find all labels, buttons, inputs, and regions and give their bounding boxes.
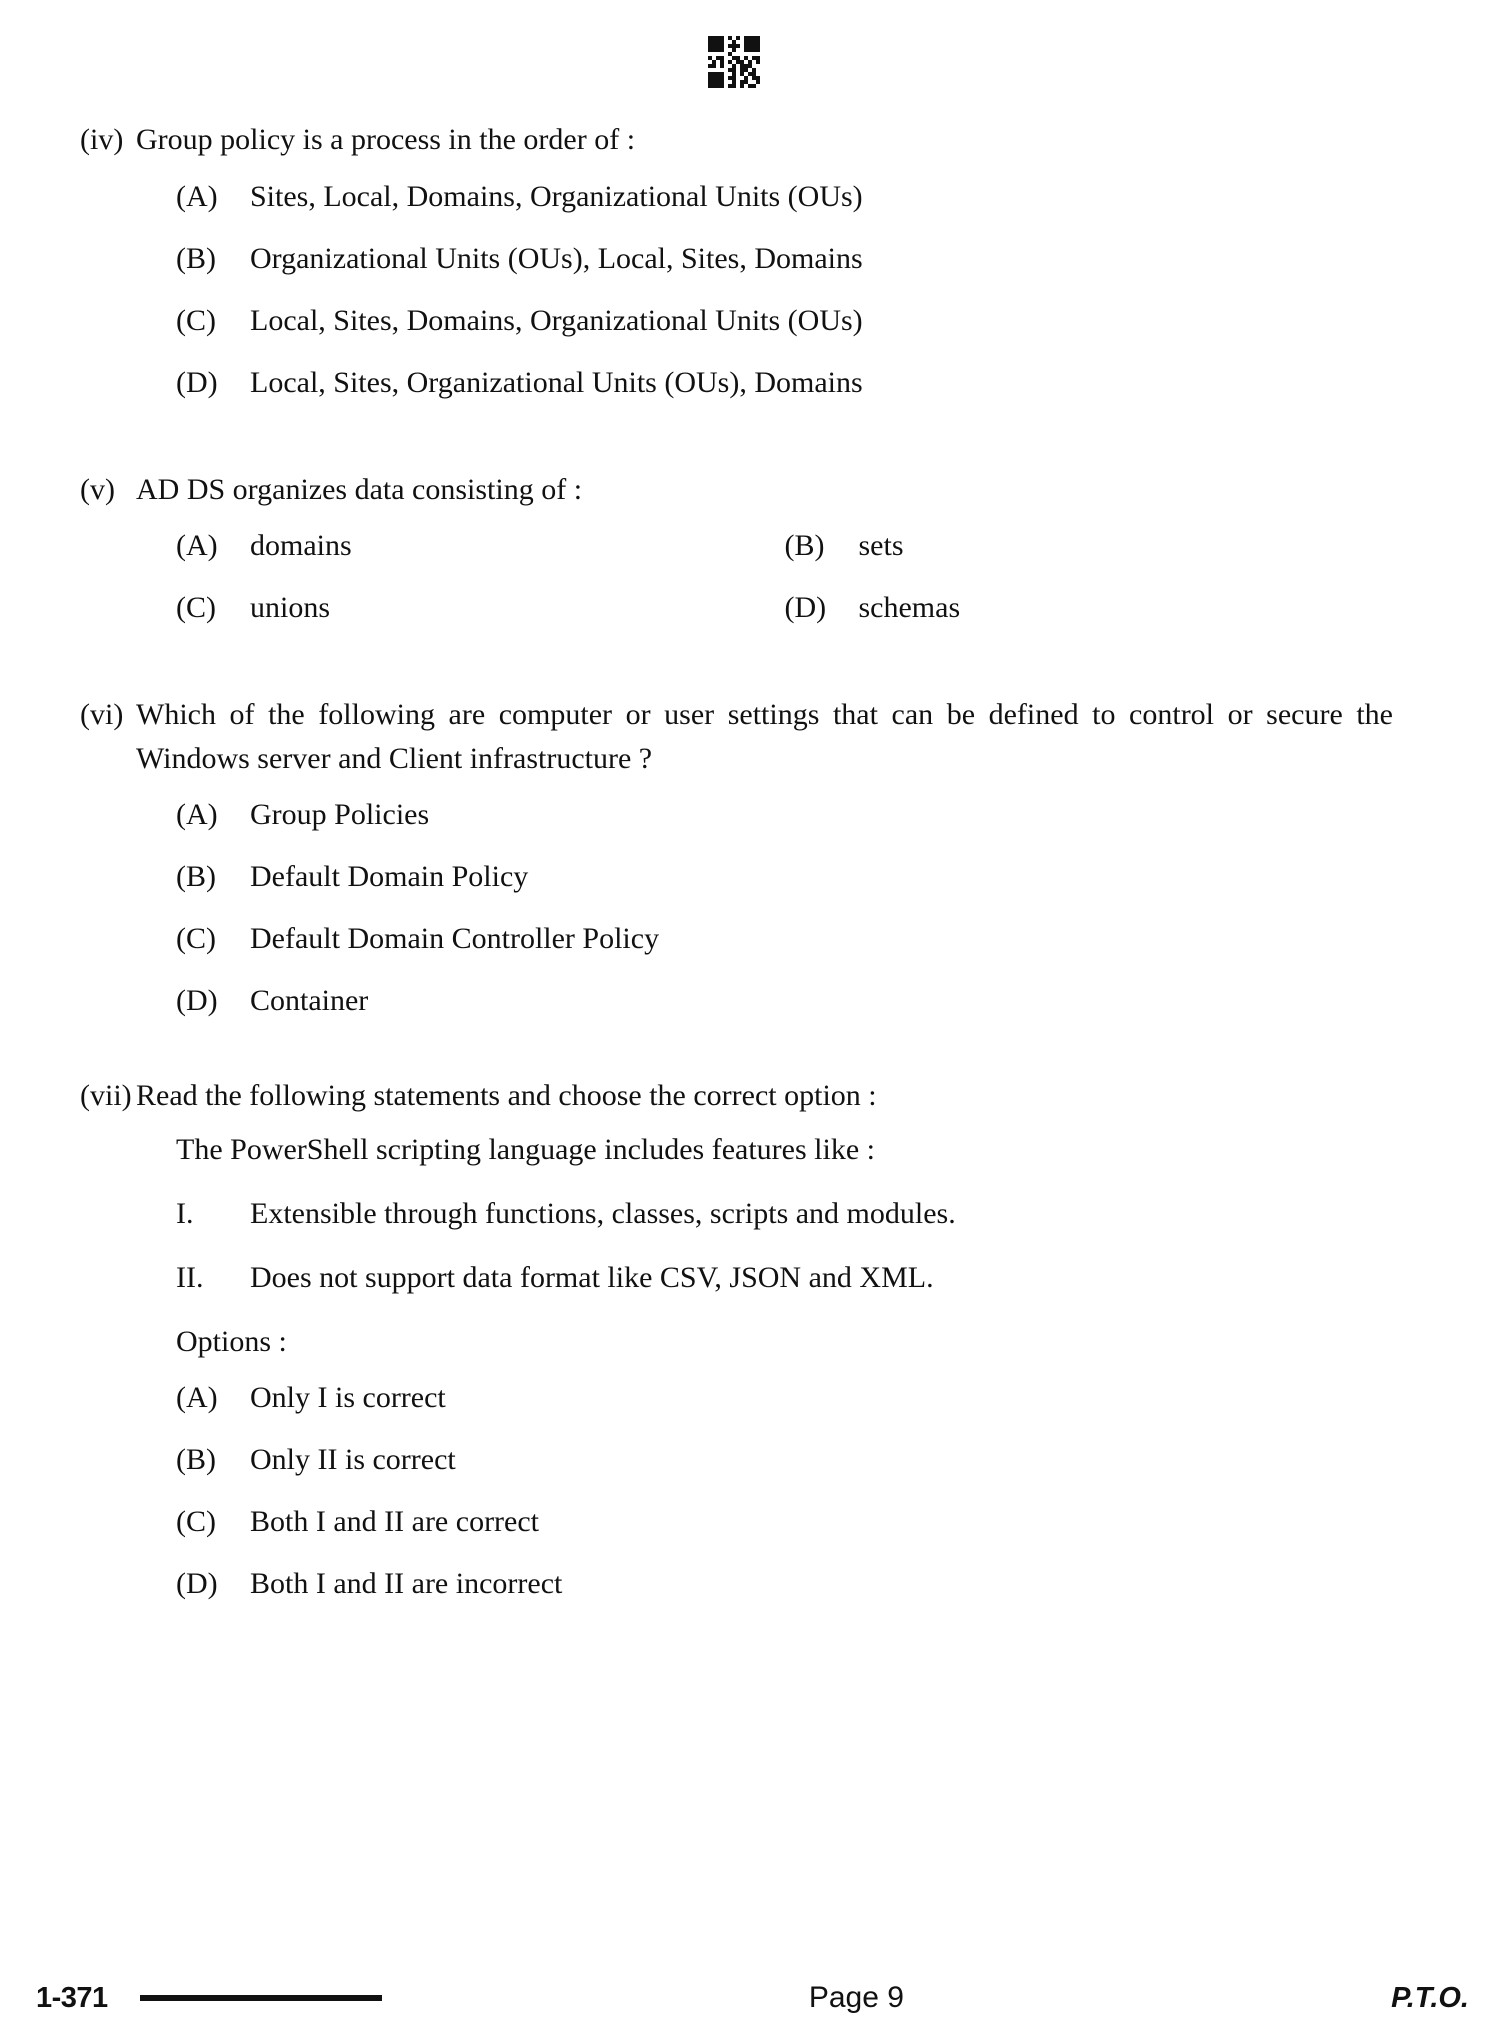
question-v-number: (v) [80, 472, 115, 506]
question-vii-text: Read the following statements and choose the correct option : [136, 1079, 877, 1112]
option-text: Default Domain Policy [250, 860, 529, 893]
footer-page-number: Page 9 [808, 1981, 904, 2014]
question-v-options [40, 525, 1393, 629]
options-caption: Options : [176, 1325, 287, 1358]
statement-row [40, 1257, 1393, 1299]
footer-pto-label: P.T.O. [1391, 1981, 1469, 2014]
question-iv-number: (iv) [80, 123, 124, 156]
option-row[interactable] [785, 587, 1394, 629]
option-text: Only II is correct [250, 1443, 456, 1476]
statement-number: II. [176, 1261, 204, 1294]
question-vii-subtext: The PowerShell scripting language includes features like : [176, 1132, 875, 1166]
option-text: Both I and II are correct [250, 1505, 540, 1538]
option-row[interactable] [176, 238, 1393, 280]
question-vi [40, 693, 1393, 1022]
question-iv-options [40, 176, 1393, 404]
option-row[interactable] [176, 918, 1393, 960]
spacer [40, 424, 1393, 468]
option-row[interactable] [176, 1501, 1393, 1543]
footer-paper-code: 1-371 [36, 1981, 108, 2014]
option-label: (A) [176, 1381, 218, 1414]
option-row[interactable] [176, 176, 1393, 218]
option-text: unions [250, 591, 331, 624]
option-label: (D) [176, 365, 218, 399]
question-vi-text: Which of the following are computer or user settings that can be defined to control or secure the Windows server and Client infrastructure ? [136, 698, 1393, 775]
question-iv-head [40, 118, 1393, 162]
qr-code-icon [708, 36, 760, 88]
statement-text: Extensible through functions, classes, scripts and modules. [250, 1197, 956, 1230]
option-text: Only I is correct [250, 1381, 446, 1414]
option-label: (C) [176, 922, 216, 955]
option-text: Local, Sites, Organizational Units (OUs), Domains [250, 365, 863, 399]
spacer [40, 1042, 1393, 1074]
option-row[interactable] [785, 525, 1394, 567]
option-row[interactable] [176, 525, 785, 567]
option-text: domains [250, 529, 352, 562]
question-iv [40, 118, 1393, 404]
option-label: (D) [784, 591, 827, 624]
question-vii-options [40, 1377, 1393, 1605]
question-vii-head [40, 1074, 1393, 1118]
option-row[interactable] [176, 794, 1393, 836]
option-text: sets [858, 529, 904, 562]
option-text: Group Policies [250, 798, 430, 831]
option-text: Default Domain Controller Policy [250, 922, 660, 955]
question-vi-number: (vi) [80, 698, 124, 731]
statement-number: I. [176, 1197, 194, 1230]
question-vi-options [40, 794, 1393, 1022]
option-label: (D) [176, 984, 218, 1017]
question-v-text: AD DS organizes data consisting of : [136, 472, 583, 506]
option-text: schemas [858, 591, 961, 624]
option-label: (C) [176, 303, 216, 337]
option-row[interactable] [176, 300, 1393, 342]
option-label: (B) [176, 1443, 216, 1476]
option-row[interactable] [176, 587, 785, 629]
option-text: Both I and II are incorrect [250, 1567, 563, 1600]
option-row[interactable] [176, 1377, 1393, 1419]
option-label: (A) [176, 529, 218, 562]
option-text: Local, Sites, Domains, Organizational Units (OUs) [250, 303, 863, 337]
option-label: (C) [176, 591, 216, 624]
option-row[interactable] [176, 1439, 1393, 1481]
option-label: (B) [176, 860, 216, 893]
option-row[interactable] [176, 362, 1393, 404]
question-vii-number: (vii) [80, 1079, 132, 1112]
option-row[interactable] [176, 856, 1393, 898]
option-row[interactable] [176, 980, 1393, 1022]
page-footer [0, 1972, 1505, 2024]
question-vii [40, 1074, 1393, 1605]
option-text: Organizational Units (OUs), Local, Sites, Domains [250, 241, 863, 275]
option-pair [176, 587, 1393, 629]
option-label: (B) [176, 241, 216, 275]
option-row[interactable] [176, 1563, 1393, 1605]
option-label: (D) [176, 1567, 218, 1600]
option-label: (A) [176, 798, 218, 831]
spacer [40, 649, 1393, 693]
question-list [0, 118, 1505, 1625]
statement-row [40, 1193, 1393, 1235]
option-text: Sites, Local, Domains, Organizational Units (OUs) [250, 179, 863, 213]
question-vi-head [40, 693, 1393, 780]
statement-text: Does not support data format like CSV, JSON and XML. [250, 1261, 934, 1294]
option-label: (A) [176, 179, 218, 213]
option-label: (C) [176, 1505, 216, 1538]
option-pair [176, 525, 1393, 567]
question-v [40, 468, 1393, 630]
option-text: Container [250, 984, 369, 1017]
question-iv-text: Group policy is a process in the order of : [136, 123, 636, 156]
option-label: (B) [784, 529, 825, 562]
question-v-head [40, 468, 1393, 512]
